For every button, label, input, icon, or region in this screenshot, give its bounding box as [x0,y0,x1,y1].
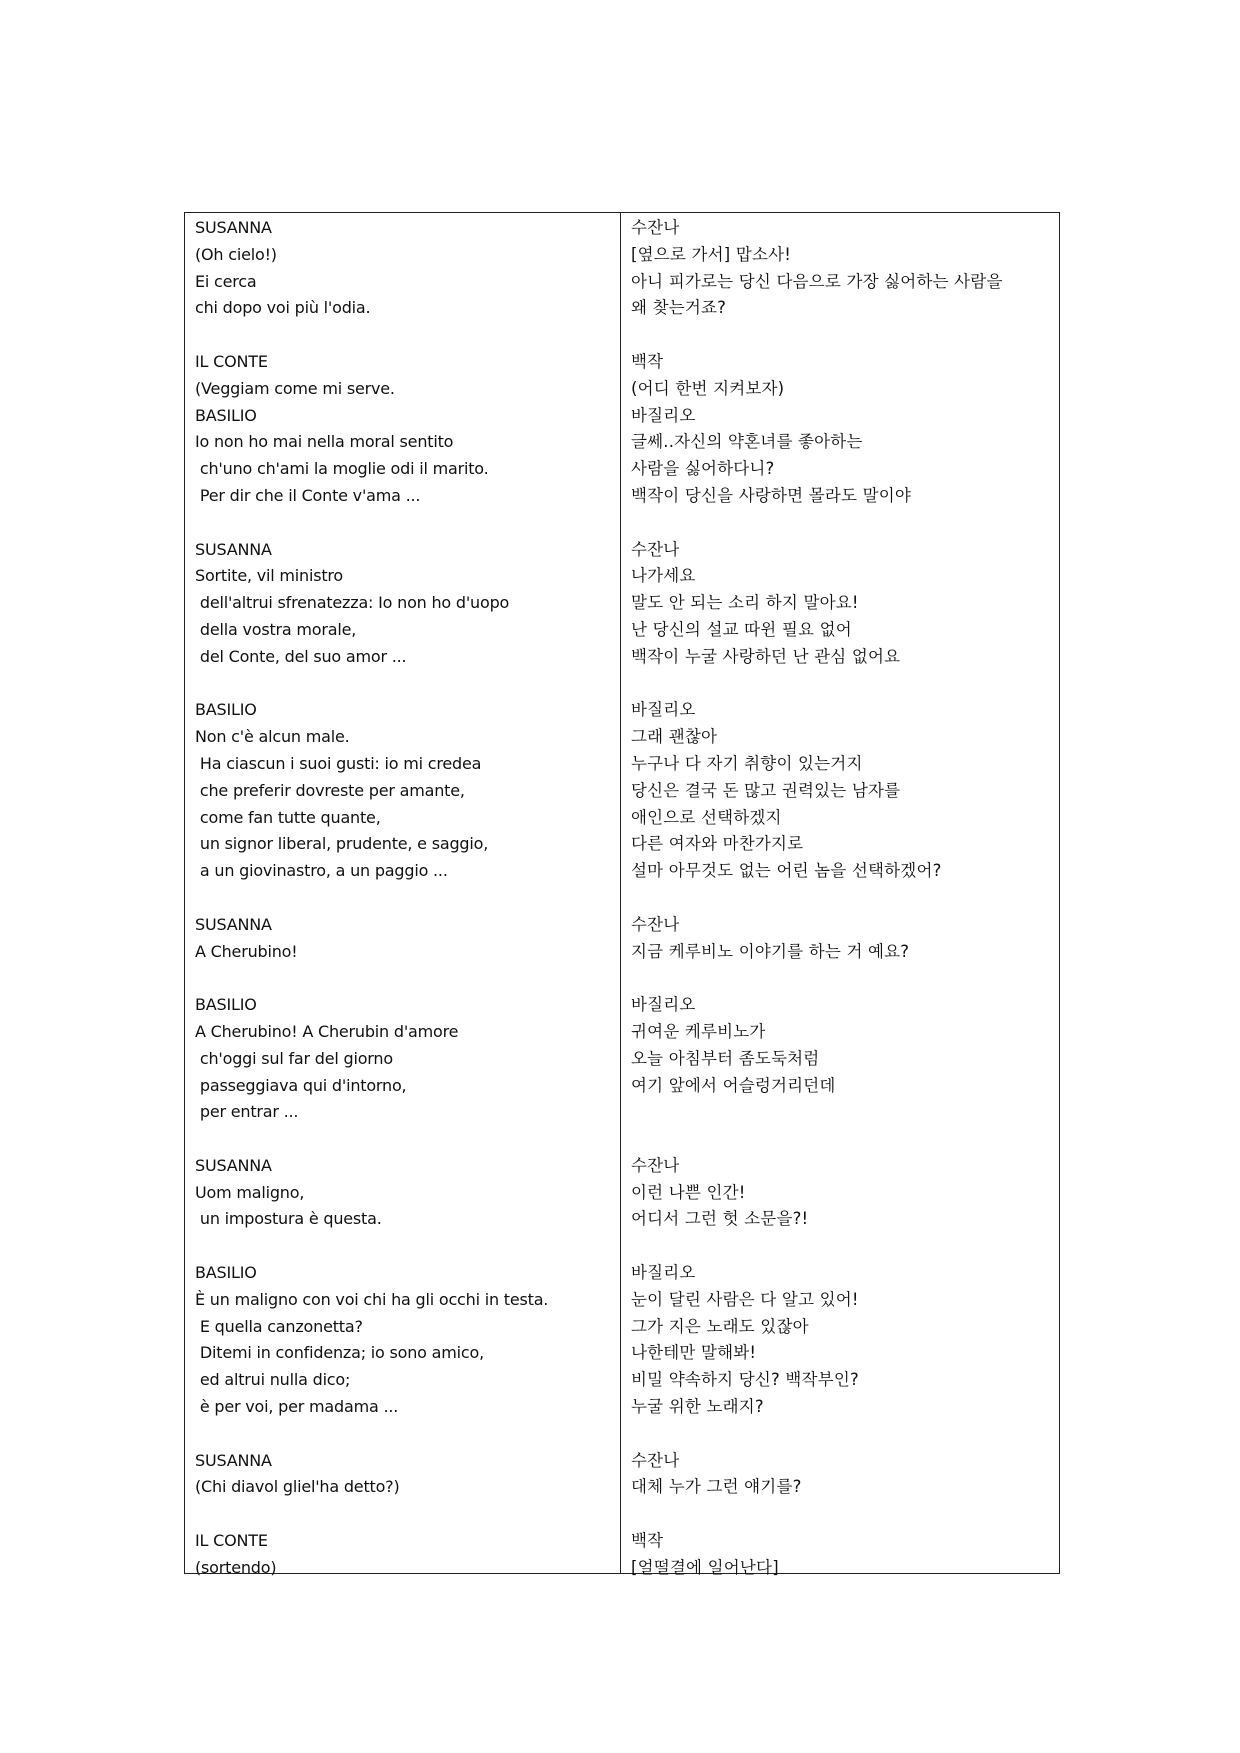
korean-line: 누구나 다 자기 취향이 있는거지 [631,753,863,773]
italian-line: SUSANNA [195,1450,272,1470]
korean-line: 백작 [631,351,664,371]
korean-line: 나한테만 말해봐! [631,1343,757,1363]
korean-line [631,1233,1047,1260]
italian-line: Sortite, vil ministro [195,566,344,586]
italian-line: BASILIO [195,1263,257,1283]
italian-line: È un maligno con voi chi ha gli occhi in testa. [195,1289,549,1309]
korean-line: 그래 괜찮아 [631,727,718,747]
korean-line: 귀여운 케루비노가 [631,1021,766,1041]
korean-line: 백작 [631,1531,664,1551]
italian-line [195,965,620,992]
korean-line [631,510,1047,537]
italian-line: Ei cerca [195,271,257,291]
italian-line: ch'oggi sul far del giorno [195,1048,393,1068]
italian-line: ch'uno ch'ami la moglie odi il marito. [195,459,489,479]
italian-line [195,510,620,537]
korean-line: 말도 안 되는 소리 하지 말아요! [631,593,859,613]
korean-line: 수잔나 [631,1450,680,1470]
italian-line: SUSANNA [195,914,272,934]
korean-line: [얼떨결에 일어난다] [631,1557,779,1577]
italian-line: passeggiava qui d'intorno, [195,1075,407,1095]
italian-line: Io non ho mai nella moral sentito [195,432,454,452]
italian-column [185,213,621,1577]
italian-line: (sortendo) [195,1557,277,1577]
korean-line: 수잔나 [631,218,680,237]
korean-line: 백작이 당신을 사랑하면 몰라도 말이야 [631,485,912,505]
korean-line: 사람을 싫어하다니? [631,459,775,479]
korean-line [631,965,1047,992]
libretto-table [184,212,1060,1577]
korean-line: 백작이 누굴 사랑하던 난 관심 없어요 [631,646,901,666]
korean-line: 애인으로 선택하겠지 [631,807,782,827]
italian-line: un impostura è questa. [195,1209,382,1229]
italian-line: E quella canzonetta? [195,1316,363,1336]
korean-line: 당신은 결국 돈 많고 권력있는 남자를 [631,780,901,800]
korean-line: 왜 찾는거죠? [631,298,727,318]
italian-line: Per dir che il Conte v'ama ... [195,485,421,505]
italian-line: Ha ciascun i suoi gusti: io mi credea [195,753,482,773]
italian-line: (Chi diavol gliel'ha detto?) [195,1477,400,1497]
korean-line: 다른 여자와 마찬가지로 [631,834,804,854]
korean-line: 그가 지은 노래도 있잖아 [631,1316,809,1336]
italian-line: (Veggiam come mi serve. [195,378,395,398]
korean-line: 바질리오 [631,405,696,425]
korean-line [631,322,1047,349]
italian-line: BASILIO [195,405,257,425]
korean-line: 수잔나 [631,1155,680,1175]
korean-column [621,213,1059,1577]
italian-line: Ditemi in confidenza; io sono amico, [195,1343,484,1363]
italian-line [195,1501,620,1528]
korean-line: 오늘 아침부터 좀도둑처럼 [631,1048,820,1068]
italian-line: è per voi, per madama ... [195,1397,399,1417]
korean-line: 비밀 약속하지 당신? 백작부인? [631,1370,859,1390]
korean-line [631,885,1047,912]
korean-line: 지금 케루비노 이야기를 하는 거 예요? [631,941,910,961]
korean-line: 아니 피가로는 당신 다음으로 가장 싫어하는 사람을 [631,271,1003,291]
italian-line: BASILIO [195,995,257,1015]
korean-line [631,1126,1047,1153]
korean-line: 수잔나 [631,914,680,934]
korean-line: 설마 아무것도 없는 어린 놈을 선택하겠어? [631,861,942,881]
italian-line: SUSANNA [195,1155,272,1175]
korean-line: 수잔나 [631,539,680,559]
italian-line: A Cherubino! [195,941,298,961]
korean-line [631,1099,1047,1126]
italian-line [195,1126,620,1153]
italian-line [195,1233,620,1260]
italian-line: BASILIO [195,700,257,720]
italian-line: a un giovinastro, a un paggio ... [195,861,448,881]
korean-line: 어디서 그런 헛 소문을?! [631,1209,809,1229]
italian-line: chi dopo voi più l'odia. [195,298,371,318]
korean-line: 이런 나쁜 인간! [631,1182,746,1202]
italian-line: come fan tutte quante, [195,807,381,827]
korean-line [631,671,1047,698]
korean-line: 글쎄..자신의 약혼녀를 좋아하는 [631,432,863,452]
korean-line: 바질리오 [631,1263,696,1283]
italian-line: per entrar ... [195,1102,299,1122]
italian-line [195,1421,620,1448]
korean-line: [옆으로 가서] 맙소사! [631,244,792,264]
korean-line: 대체 누가 그런 얘기를? [631,1477,802,1497]
italian-line: (Oh cielo!) [195,244,277,264]
italian-line: IL CONTE [195,351,268,371]
italian-line: che preferir dovreste per amante, [195,780,465,800]
korean-line: 난 당신의 설교 따윈 필요 없어 [631,619,852,639]
korean-line: 나가세요 [631,566,696,586]
korean-line: 눈이 달린 사람은 다 알고 있어! [631,1289,859,1309]
korean-line: 여기 앞에서 어슬렁거리던데 [631,1075,836,1095]
korean-line: 누굴 위한 노래지? [631,1397,764,1417]
italian-line: A Cherubino! A Cherubin d'amore [195,1021,459,1041]
italian-line: un signor liberal, prudente, e saggio, [195,834,489,854]
italian-line: Non c'è alcun male. [195,727,350,747]
korean-line: 바질리오 [631,700,696,720]
italian-line [195,671,620,698]
korean-line: 바질리오 [631,995,696,1015]
italian-line: dell'altrui sfrenatezza: Io non ho d'uopo [195,593,510,613]
italian-line: Uom maligno, [195,1182,305,1202]
italian-line [195,885,620,912]
italian-line [195,322,620,349]
italian-line: SUSANNA [195,539,272,559]
italian-line: IL CONTE [195,1531,268,1551]
korean-line: (어디 한번 지켜보자) [631,378,785,398]
italian-line: del Conte, del suo amor ... [195,646,407,666]
italian-line: SUSANNA [195,218,272,237]
italian-line: ed altrui nulla dico; [195,1370,351,1390]
korean-line [631,1421,1047,1448]
italian-line: della vostra morale, [195,619,357,639]
korean-line [631,1501,1047,1528]
